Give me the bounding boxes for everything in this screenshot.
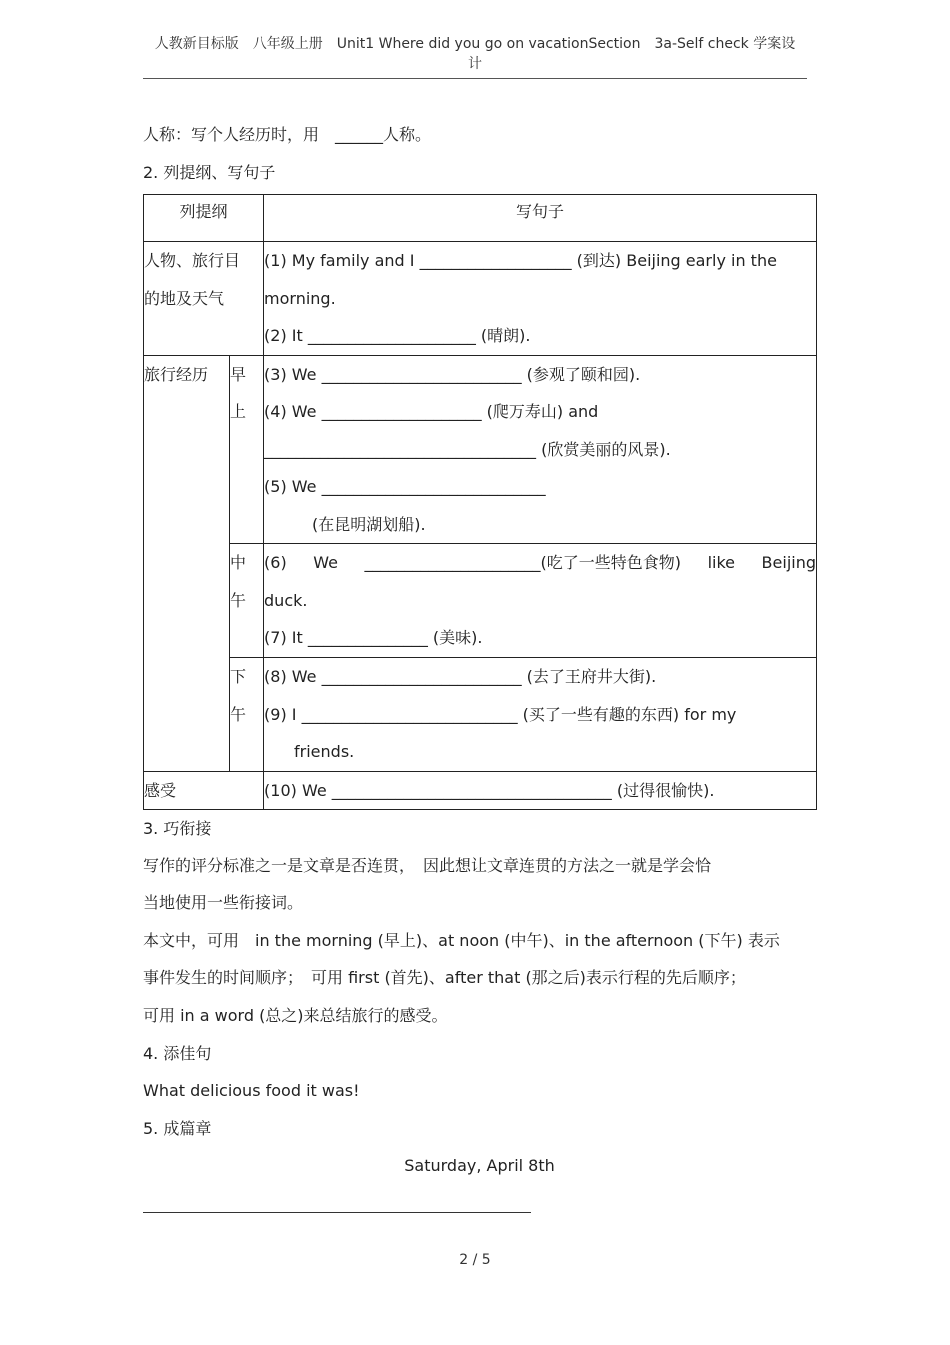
label-feeling: 感受: [144, 771, 264, 810]
sentence-6a-like: like: [707, 553, 735, 572]
header-title-line2: 计: [468, 56, 482, 72]
sentence-10: (10) We ___________________________________ (过得很愉快).: [264, 771, 817, 810]
sentence-4a: (4) We ____________________ (爬万寿山) and: [264, 402, 599, 421]
sentence-4b: __________________________________ (欣赏美丽的风景).: [264, 439, 671, 459]
sentences-morning: [264, 355, 817, 544]
section3-paragraph1-line2: 当地使用一些衔接词。: [143, 893, 304, 912]
section3-heading: 3. 巧衔接: [143, 819, 212, 838]
section3-paragraph2-line1: 本文中，可用 in the morning (早上)、at noon (中午)、in the afternoon (下午) 表示: [143, 931, 780, 950]
sentences-afternoon: [264, 658, 817, 772]
noon-char-1: 中: [230, 553, 247, 572]
sentence-2: (2) It _____________________ (晴朗).: [264, 326, 531, 345]
sentence-7: (7) It _______________ (美味).: [264, 628, 483, 647]
section4-sentence: What delicious food it was!: [143, 1081, 360, 1100]
morning-char-2: 上: [230, 402, 247, 421]
sentence-1b: morning.: [264, 288, 336, 308]
table-row-people: [144, 242, 817, 356]
label-people-destination-weather: [144, 242, 264, 356]
sentences-noon: [264, 544, 817, 658]
label-morning: [230, 355, 264, 544]
label-afternoon: [230, 658, 264, 772]
sentences-people: [264, 242, 817, 356]
table-row-noon: [144, 544, 817, 658]
sentence-6a-we: We: [313, 553, 338, 572]
section3-paragraph2-line2: 事件发生的时间顺序； 可用 first (首先)、after that (那之后)表示行程的先后顺序；: [143, 968, 746, 987]
sentence-6a-beijing: Beijing: [761, 553, 816, 572]
diary-date: Saturday, April 8th: [404, 1156, 555, 1175]
header-outline: 列提纲: [144, 195, 264, 242]
sentence-6a-blank: ______________________(吃了一些特色食物): [364, 553, 682, 572]
sentence-9a: (9) I ___________________________ (买了一些有趣的东西) for my: [264, 704, 737, 724]
sentence-1a: (1) My family and I ___________________ (到达) Beijing early in the: [264, 251, 777, 270]
label-travel-experience: 旅行经历: [144, 355, 230, 771]
afternoon-char-1: 下: [230, 667, 247, 686]
outline-table: [143, 194, 817, 810]
morning-char-1: 早: [230, 364, 247, 384]
sentence-5a: (5) We ____________________________: [264, 477, 546, 496]
sentence-6b: duck.: [264, 590, 308, 610]
header-divider: [143, 78, 807, 79]
sentence-5b: (在昆明湖划船).: [312, 514, 426, 534]
sentence-6a-num: (6): [264, 553, 287, 572]
section3-paragraph2-line3: 可用 in a word (总之)来总结旅行的感受。: [143, 1006, 448, 1025]
sentence-3: (3) We _________________________ (参观了颐和园).: [264, 364, 641, 384]
sentence-6a: [264, 544, 816, 582]
section2-heading: 2. 列提纲、写句子: [143, 163, 276, 182]
section4-heading: 4. 添佳句: [143, 1044, 212, 1063]
sentence-8: (8) We _________________________ (去了王府井大街).: [264, 667, 657, 686]
table-row-morning: [144, 355, 817, 544]
header-title-line1: 人教新目标版 八年级上册 Unit1 Where did you go on vacationSection 3a-Self check 学案设: [154, 36, 796, 52]
section3-paragraph1-line1: 写作的评分标准之一是文章是否连贯， 因此想让文章连贯的方法之一就是学会恰: [143, 856, 712, 875]
writing-blank-line: [143, 1212, 531, 1213]
table-row-afternoon: [144, 658, 817, 772]
label-line-b: 的地及天气: [144, 288, 225, 308]
table-header-row: [144, 195, 817, 242]
noon-char-2: 午: [230, 590, 247, 610]
person-instruction: 人称：写个人经历时，用 ______人称。: [143, 125, 432, 144]
afternoon-char-2: 午: [230, 704, 247, 724]
header-sentences: 写句子: [264, 195, 817, 242]
section5-heading: 5. 成篇章: [143, 1119, 212, 1138]
table-row-feeling: [144, 771, 817, 810]
label-noon: [230, 544, 264, 658]
sentence-9b: friends.: [294, 742, 355, 761]
page-header: [143, 34, 807, 74]
label-line-a: 人物、旅行目: [144, 251, 241, 270]
page-number: 2 / 5: [459, 1252, 491, 1268]
